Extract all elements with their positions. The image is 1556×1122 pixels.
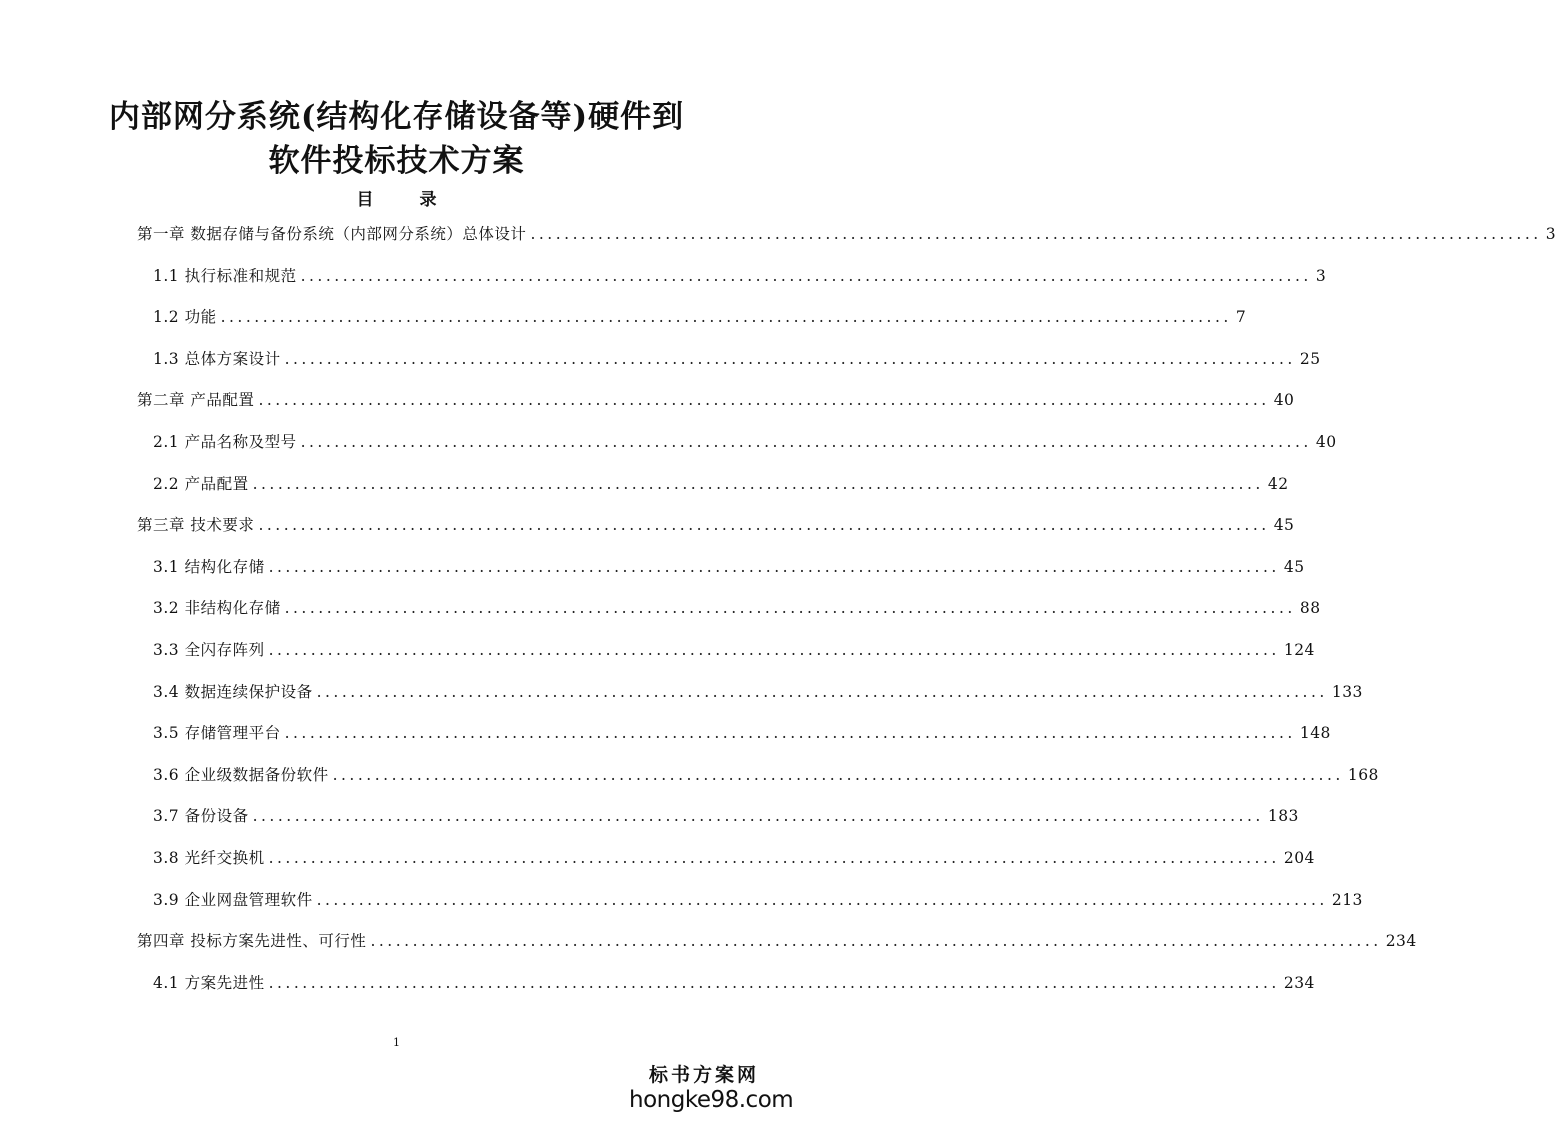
toc-entry-label: 3.5 存储管理平台 [153, 724, 281, 742]
toc-entry-label: 1.2 功能 [153, 308, 217, 326]
toc-entry[interactable] [153, 429, 1337, 455]
toc-leader-dots: ........................................................................................................................ [258, 516, 1270, 534]
toc-entry-label: 1.1 执行标准和规范 [153, 267, 297, 285]
toc-entry[interactable] [153, 637, 1315, 663]
toc-entry-page: 234 [1283, 974, 1315, 992]
toc-entry-page: 148 [1299, 724, 1331, 742]
watermark-site-name: 标书方案网 [648, 1064, 759, 1086]
toc-entry-label: 2.2 产品配置 [153, 475, 249, 493]
toc-entry-label: 第一章 数据存储与备份系统（内部网分系统）总体设计 [137, 225, 527, 243]
toc-entry-label: 第二章 产品配置 [137, 391, 255, 409]
toc-entry-page: 25 [1299, 350, 1321, 368]
toc-entry[interactable] [153, 762, 1379, 788]
toc-entry-label: 3.1 结构化存储 [153, 558, 265, 576]
toc-entry-page: 213 [1331, 891, 1363, 909]
toc-entry[interactable] [153, 720, 1331, 746]
toc-leader-dots: ........................................................................................................................ [284, 350, 1296, 368]
toc-entry-label: 第四章 投标方案先进性、可行性 [137, 932, 367, 950]
toc-entry-page: 40 [1315, 433, 1337, 451]
toc-leader-dots: ........................................................................................................................ [530, 225, 1542, 243]
toc-entry-page: 204 [1283, 849, 1315, 867]
toc-entry[interactable] [137, 512, 1295, 538]
toc-entry[interactable] [153, 970, 1315, 996]
toc-leader-dots: ........................................................................................................................ [300, 267, 1312, 285]
document-title-line-1: 内部网分系统(结构化存储设备等)硬件到 [108, 99, 685, 135]
toc-entry-page: 45 [1283, 558, 1305, 576]
toc-leader-dots: ........................................................................................................................ [252, 475, 1264, 493]
toc-entry[interactable] [153, 803, 1299, 829]
toc-entry-page: 168 [1347, 766, 1379, 784]
toc-entry[interactable] [153, 595, 1321, 621]
toc-entry[interactable] [137, 928, 1417, 954]
toc-leader-dots: ........................................................................................................................ [284, 724, 1296, 742]
toc-leader-dots: ........................................................................................................................ [258, 391, 1270, 409]
toc-entry-page: 40 [1273, 391, 1295, 409]
toc-leader-dots: ........................................................................................................................ [316, 891, 1328, 909]
toc-leader-dots: ........................................................................................................................ [268, 974, 1280, 992]
toc-entry-label: 3.3 全闪存阵列 [153, 641, 265, 659]
toc-leader-dots: ........................................................................................................................ [332, 766, 1344, 784]
page-number: 1 [393, 1036, 400, 1049]
toc-entry[interactable] [153, 263, 1327, 289]
toc-entry-page: 124 [1283, 641, 1315, 659]
toc-leader-dots: ........................................................................................................................ [252, 807, 1264, 825]
toc-leader-dots: ........................................................................................................................ [268, 849, 1280, 867]
toc-entry[interactable] [153, 887, 1363, 913]
toc-entry[interactable] [153, 304, 1247, 330]
toc-entry-label: 3.6 企业级数据备份软件 [153, 766, 329, 784]
toc-entry-label: 2.1 产品名称及型号 [153, 433, 297, 451]
toc-entry[interactable] [153, 679, 1363, 705]
toc-entry-page: 234 [1385, 932, 1417, 950]
toc-entry-page: 133 [1331, 683, 1363, 701]
toc-entry-label: 1.3 总体方案设计 [153, 350, 281, 368]
toc-entry-label: 3.9 企业网盘管理软件 [153, 891, 313, 909]
toc-leader-dots: ........................................................................................................................ [268, 558, 1280, 576]
toc-entry-page: 3 [1315, 267, 1327, 285]
toc-entry[interactable] [153, 346, 1321, 372]
toc-entry-page: 3 [1545, 225, 1556, 243]
toc-entry[interactable] [153, 471, 1289, 497]
toc-entry-label: 3.7 备份设备 [153, 807, 249, 825]
toc-entry[interactable] [153, 845, 1315, 871]
toc-heading: 目 录 [356, 190, 457, 210]
toc-entry-page: 88 [1299, 599, 1321, 617]
toc-leader-dots: ........................................................................................................................ [370, 932, 1382, 950]
document-title-line-2: 软件投标技术方案 [268, 143, 525, 179]
toc-leader-dots: ........................................................................................................................ [284, 599, 1296, 617]
toc-entry-label: 3.8 光纤交换机 [153, 849, 265, 867]
toc-entry-page: 42 [1267, 475, 1289, 493]
toc-entry-label: 第三章 技术要求 [137, 516, 255, 534]
toc-entry[interactable] [137, 221, 1556, 247]
toc-entry[interactable] [137, 387, 1295, 413]
toc-entry-page: 183 [1267, 807, 1299, 825]
toc-leader-dots: ........................................................................................................................ [316, 683, 1328, 701]
watermark-url: hongke98.com [629, 1087, 794, 1113]
toc-leader-dots: ........................................................................................................................ [220, 308, 1232, 326]
toc-entry-label: 4.1 方案先进性 [153, 974, 265, 992]
toc-entry-page: 7 [1235, 308, 1247, 326]
toc-entry-label: 3.4 数据连续保护设备 [153, 683, 313, 701]
toc-entry-page: 45 [1273, 516, 1295, 534]
toc-leader-dots: ........................................................................................................................ [268, 641, 1280, 659]
toc-entry[interactable] [153, 554, 1305, 580]
watermark-logo [629, 1063, 794, 1113]
toc-entry-label: 3.2 非结构化存储 [153, 599, 281, 617]
toc-leader-dots: ........................................................................................................................ [300, 433, 1312, 451]
